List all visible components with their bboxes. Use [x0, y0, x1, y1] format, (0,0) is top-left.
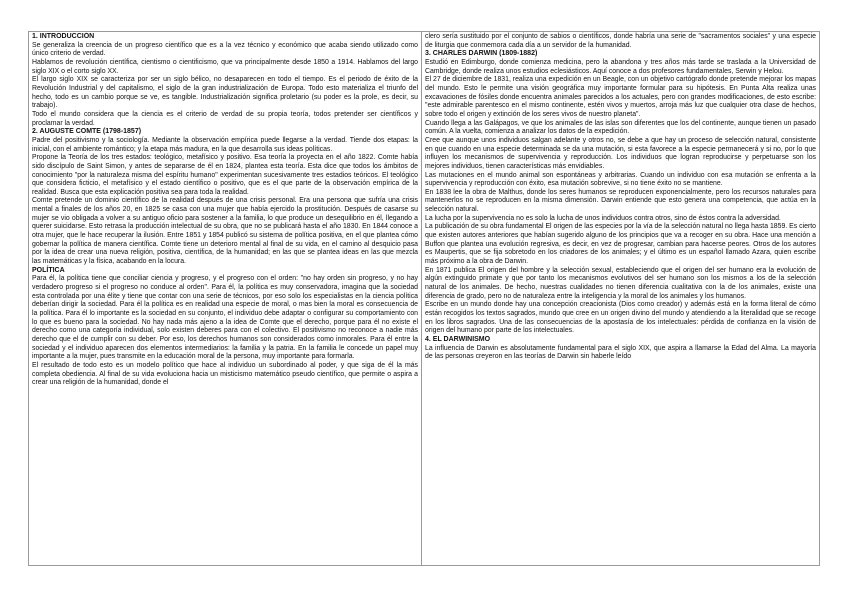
- paragraph: Para él, la política tiene que conciliar ciencia y progreso, y el progreso con el orden: "no hay orden sin progreso, y no hay verdadero progreso si el progreso no conduce al orden". Para él, la política es muy conservadora, imagina que la sociedad esta controlada por una élite y tiene que contar con una serie de técnicos, por eso solo los especialistas en la ciencia política deberían dirigir la sociedad. Para él la política es en realidad una especie de moral, o mas bien la moral es consecuencia de la política. Para él lo importante es la sociedad en su conjunto, el individuo debe adaptar o configurar su comportamiento con lo que es bueno para la sociedad. No hay nada más ajeno a la idea de Comte que el derecho, porque para él no existe el derecho como una categoría individual, solo existen deberes para con el colectivo. El positivismo no reconoce a nadie más derecho que el de cumplir con su deber. Por eso, los derechos humanos son considerados como inmorales. Para él entre la sociedad y el individuo aparecen dos elementos intermediarios: la familia y la patria. En la familia le concede un papel muy importante a la mujer, pues transmite en la educación moral de la persona, muy importante para formarla.: [32, 275, 418, 361]
- paragraph: Propone la Teoría de los tres estados: teológico, metafísico y positivo. Esa teoría la proyecta en el año 1822. Comte había sido discípulo de Saint Simon, y antes de separarse de él en 1824, plantea esta teoría. Esta dice que todos los ámbitos de conocimiento "por la naturaleza misma del espíritu humano" experimentan sucesivamente tres estadios teóricos. El teológico que considera ficticio, el metafísico y el estado científico o positivo, que es el que parte de la observación empírica de la realidad. Busca que esta explicación positiva sea para toda la realidad.: [32, 154, 418, 196]
- section-heading: 2. AUGUSTE COMTE (1798-1857): [32, 128, 142, 136]
- paragraph: Cree que aunque unos individuos salgan adelante y otros no, se debe a que hay un proceso de selección natural, consistente en que cuando en una especie determinada se da una mutación, si esta favorece a la especie permanecerá y si no, por lo que influyen los mecanismos de supervivencia y reproducción. Los individuos que logran reproducirse y perpetuarse son los mejores individuos, tienen características más envidiables.: [425, 136, 816, 170]
- paragraph: Padre del positivismo y la sociología. Mediante la observación empírica puede llegarse a la verdad. Tiende dos etapas: la inicial, con el ambiente romántico; y la etapa más madura, en la que desarrolla sus ideas políticas.: [32, 136, 418, 153]
- paragraph: El 27 de diciembre de 1831, realiza una expedición en un Beagle, con un objetivo cartógrafo donde pretende mejorar los mapas del mundo. Esto le permite una visión geográfica muy importante formular para su hipótesis. En Punta Alta realiza unas excavaciones de fósiles donde encuentra animales parecidos a los actuales, pero con grandes modificaciones, de esto escribe: "este admirable parentesco en el mismo continente, estén vivos y muertos, arroja más luz que cualquier otra clase de hechos, sobre todo el origen y extinción de los seres vivos de nuestro planeta".: [425, 76, 816, 118]
- paragraph: Comte pretende un dominio científico de la realidad después de una crisis personal. Era una persona que sufría una crisis mental a finales de los años 20, en 1825 se casa con una mujer que había ejercido la prostitución. Después de casarse su mujer se vio obligada a volver a su antiguo oficio para sostener a la familia, lo que produce un desequilibrio en él, llegando a querer suicidarse. Esto retrasa la producción intelectual de su obra, que no se publicará hasta el año 1830. En 1844 conoce a otra mujer, que le hace recuperar la ilusión. Entre 1851 y 1854 publicó su sistema de política positiva, en el que plantea cómo gobernar la política de manera científica. Comte tiene un deterioro mental al final de su vida, en el camino al desquicio pasa por la idea de crear una nueva religión, positiva, científica, de la humanidad; en las que se plantea ideas en las que mezcla las matemáticas y la física, acabando en la locura.: [32, 197, 418, 266]
- left-column: [29, 32, 422, 565]
- paragraph: clero sería sustituido por el conjunto de sabios o científicos, donde habría una serie de "sacramentos sociales" y una especie de liturgia que conmemora cada día a un servidor de la humanidad.: [425, 33, 816, 49]
- paragraph: Cuando llega a las Galápagos, ve que los animales de las islas son diferentes que los del continente, aunque tienen un pasado común. A la vuelta, comienza a analizar los datos de la expedición.: [425, 119, 816, 136]
- right-column: [422, 32, 819, 565]
- paragraph: El resultado de todo esto es un modelo político que hace al individuo un subordinado al poder, y que siga de él la más completa obediencia. Al final de su vida evoluciona hacia un misticismo matemático pseudo científico, que permite o aspira a crear una religión de la humanidad, donde el: [32, 361, 418, 387]
- section-heading: 4. EL DARWINISMO: [425, 335, 491, 343]
- paragraph: Estudió en Edimburgo, donde comienza medicina, pero la abandona y tres años más tarde se traslada a la Universidad de Cambridge, donde realiza unos estudios eclesiásticos. Aquí conoce a dos profesores fundamentales, Serwin y Helou.: [425, 58, 816, 75]
- section-heading: 1. INTRODUCCIÓN: [32, 33, 95, 40]
- paragraph: En 1871 publica El origen del hombre y la selección sexual, estableciendo que el origen del ser humano era la evolución de algún extinguido primate y que por tanto los mecanismos evolutivos del ser humano son los mismos a los de la selección natural de los animales. De hecho, nuestras cualidades no tienen diferencia cualitativa con la de los animales, existe una diferencia de grado, pero no de naturaleza entre la inteligencia y la moral de los animales y los humanos.: [425, 266, 816, 300]
- document-page: [28, 31, 820, 566]
- section-heading: 3. CHARLES DARWIN (1809-1882): [425, 50, 538, 58]
- paragraph: La influencia de Darwin es absolutamente fundamental para el siglo XIX, que aspira a llamarse la Edad del Alma. La mayoría de las personas creyeron en las teorías de Darwin sin haberle leído: [425, 344, 816, 361]
- paragraph: La publicación de su obra fundamental El origen de las especies por la vía de la selección natural no llega hasta 1859. Es cierto que existen autores anteriores que habían sugerido alguno de los principios que va a recoger en su obra. Hace una mención a Buffon que plantea una evolución regresiva, es decir, en vez de progresar, cambian para hacerse peores. Otros de los autores es Maupertis, que se fija sobretodo en los criadores de los animales; y el último es un español llamado Azara, quien escribe más próximo a la obra de Darwin.: [425, 223, 816, 266]
- paragraph: Hablamos de revolución científica, cientismo o cientificismo, que va principalmente desde 1850 a 1914. Hablamos del largo siglo XIX o el corto siglo XX.: [32, 58, 418, 75]
- paragraph: Se generaliza la creencia de un progreso científico que es a la vez técnico y económico que acaba siendo utilizado como único criterio de verdad.: [32, 41, 418, 58]
- paragraph: Las mutaciones en el mundo animal son espontáneas y arbitrarias. Cuando un individuo con esa mutación se enfrenta a la supervivencia y reproducción con éxito, esa mutación sobrevive, si no tiene éxito no se mantiene.: [425, 171, 816, 188]
- paragraph: En 1838 lee la obra de Malthus, donde los seres humanos se reproducen exponencialmente, pero los recursos naturales para mantenerlos no se reproducen en la misma dimensión. Darwin entiende que esto genera una competencia, que actúa en la selección natural.: [425, 188, 816, 214]
- paragraph: Todo el mundo considera que la ciencia es el criterio de verdad de su propia teoría, todos pretender ser científicos y proclamar la verdad.: [32, 110, 418, 127]
- paragraph: Escribe en un mundo donde hay una concepción creacionista (Dios como creador) y además está en la forma literal de cómo están recogidos los textos sagrados, mundo que cree en un origen divino del mundo y atendiendo a la literalidad que se recoge en los libros sagrados. Una de las consecuencias de la apostasía de los intelectuales: pérdida de confianza en la visión de origen del humano por parte de los intelectuales.: [425, 301, 816, 335]
- paragraph: El largo siglo XIX se caracteriza por ser un siglo bélico, no desaparecen en todo el tiempo. Es el periodo de éxito de la Revolución Industrial y del capitalismo, el siglo de la gran industrialización de Europa. Todo esto materializa el triunfo del hecho, todo es un cambio porque se ve, es tangible. Industrialización significa proletario (su poder es la prole, es decir, su trabajo).: [32, 76, 418, 110]
- section-heading: POLÍTICA: [32, 266, 65, 274]
- paragraph: La lucha por la supervivencia no es solo la lucha de unos individuos contra otros, sino de éstos contra la adversidad.: [425, 214, 781, 222]
